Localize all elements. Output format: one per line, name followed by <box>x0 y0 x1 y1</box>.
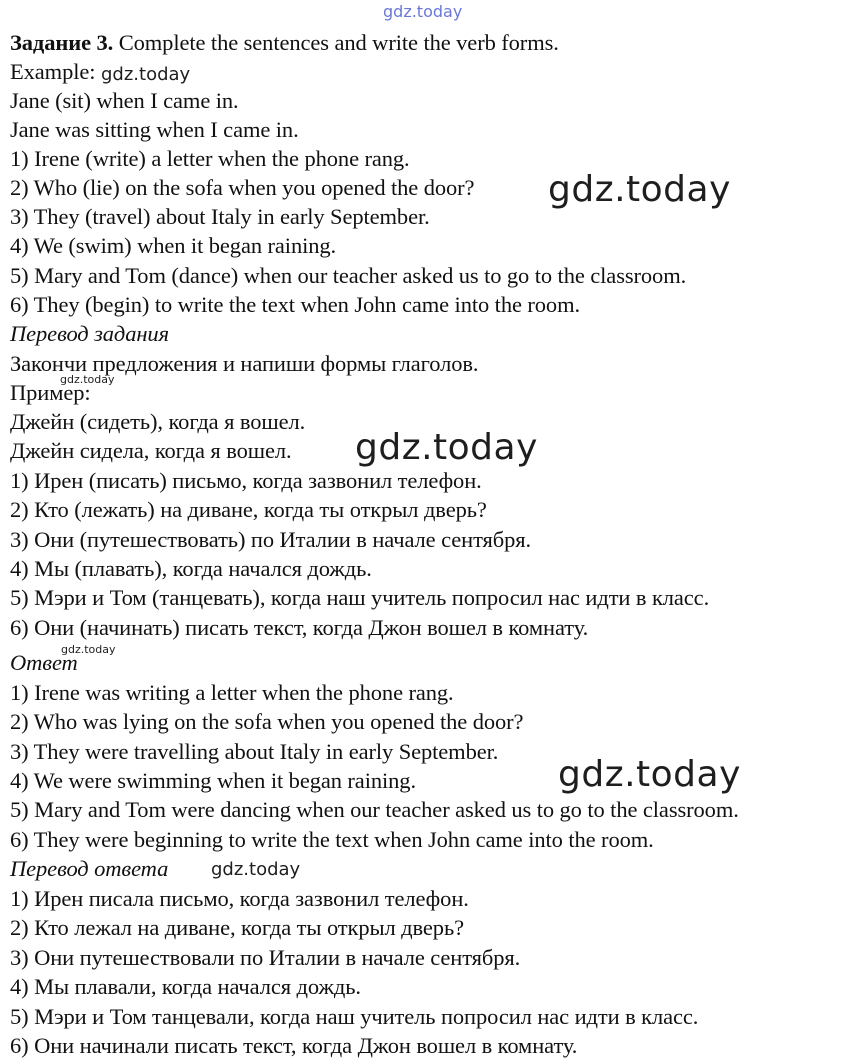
section-heading-task-translation: Перевод задания <box>10 321 169 346</box>
example-label: Example: <box>10 59 96 84</box>
watermark: gdz.today <box>548 169 731 210</box>
answer-item: 2) Who was lying on the sofa when you opened the door? <box>10 709 524 734</box>
section-heading-answer: Ответ <box>10 650 78 675</box>
task-item: 4) We (swim) when it began raining. <box>10 233 337 258</box>
translation-item: 4) Мы (плавать), когда начался дождь. <box>10 556 372 581</box>
translation-item: 5) Мэри и Том (танцевать), когда наш учитель попросил нас идти в класс. <box>10 585 710 610</box>
translation-item: 1) Ирен (писать) письмо, когда зазвонил телефон. <box>10 468 482 493</box>
task-item: 2) Who (lie) on the sofa when you opened the door? <box>10 175 475 200</box>
answer-translation-item: 6) Они начинали писать текст, когда Джон вошел в комнату. <box>10 1033 578 1058</box>
watermark-top: gdz.today <box>383 2 463 21</box>
translation-item: 3) Они (путешествовать) по Италии в начале сентября. <box>10 527 532 552</box>
watermark: gdz.today <box>211 859 301 880</box>
task-title <box>10 28 559 57</box>
task-item: 6) They (begin) to write the text when John came into the room. <box>10 292 581 317</box>
task-label: Задание 3. <box>10 30 114 55</box>
translation-item: 6) Они (начинать) писать текст, когда Джон вошел в комнату. <box>10 615 589 640</box>
answer-item: 6) They were beginning to write the text when John came into the room. <box>10 827 654 852</box>
answer-translation-item: 5) Мэри и Том танцевали, когда наш учитель попросил нас идти в класс. <box>10 1004 699 1029</box>
answer-item: 1) Irene was writing a letter when the phone rang. <box>10 680 454 705</box>
answer-translation-item: 1) Ирен писала письмо, когда зазвонил телефон. <box>10 886 469 911</box>
answer-item: 5) Mary and Tom were dancing when our teacher asked us to go to the classroom. <box>10 797 739 822</box>
task-item: 1) Irene (write) a letter when the phone rang. <box>10 146 410 171</box>
task-item: 5) Mary and Tom (dance) when our teacher asked us to go to the classroom. <box>10 263 687 288</box>
answer-item: 4) We were swimming when it began raining. <box>10 768 416 793</box>
answer-translation-item: 3) Они путешествовали по Италии в начале сентября. <box>10 945 521 970</box>
watermark: gdz.today <box>60 373 115 386</box>
watermark: gdz.today <box>355 427 538 468</box>
watermark: gdz.today <box>101 64 191 85</box>
section-heading-answer-translation: Перевод ответа <box>10 856 169 881</box>
answer-translation-item: 2) Кто лежал на диване, когда ты открыл дверь? <box>10 915 465 940</box>
example-prompt: Jane (sit) when I came in. <box>10 88 239 113</box>
watermark: gdz.today <box>61 643 116 656</box>
translation-instruction: Закончи предложения и напиши формы глаголов. <box>10 351 479 376</box>
translation-example-answer: Джейн сидела, когда я вошел. <box>10 438 292 463</box>
translation-example-prompt: Джейн (сидеть), когда я вошел. <box>10 409 306 434</box>
translation-item: 2) Кто (лежать) на диване, когда ты открыл дверь? <box>10 497 487 522</box>
example-answer: Jane was sitting when I came in. <box>10 117 299 142</box>
watermark: gdz.today <box>558 754 741 795</box>
answer-translation-item: 4) Мы плавали, когда начался дождь. <box>10 974 361 999</box>
task-instruction: Complete the sentences and write the verb forms. <box>118 30 559 55</box>
answer-item: 3) They were travelling about Italy in early September. <box>10 739 499 764</box>
task-item: 3) They (travel) about Italy in early September. <box>10 204 430 229</box>
translation-example-label: Пример: <box>10 380 91 405</box>
